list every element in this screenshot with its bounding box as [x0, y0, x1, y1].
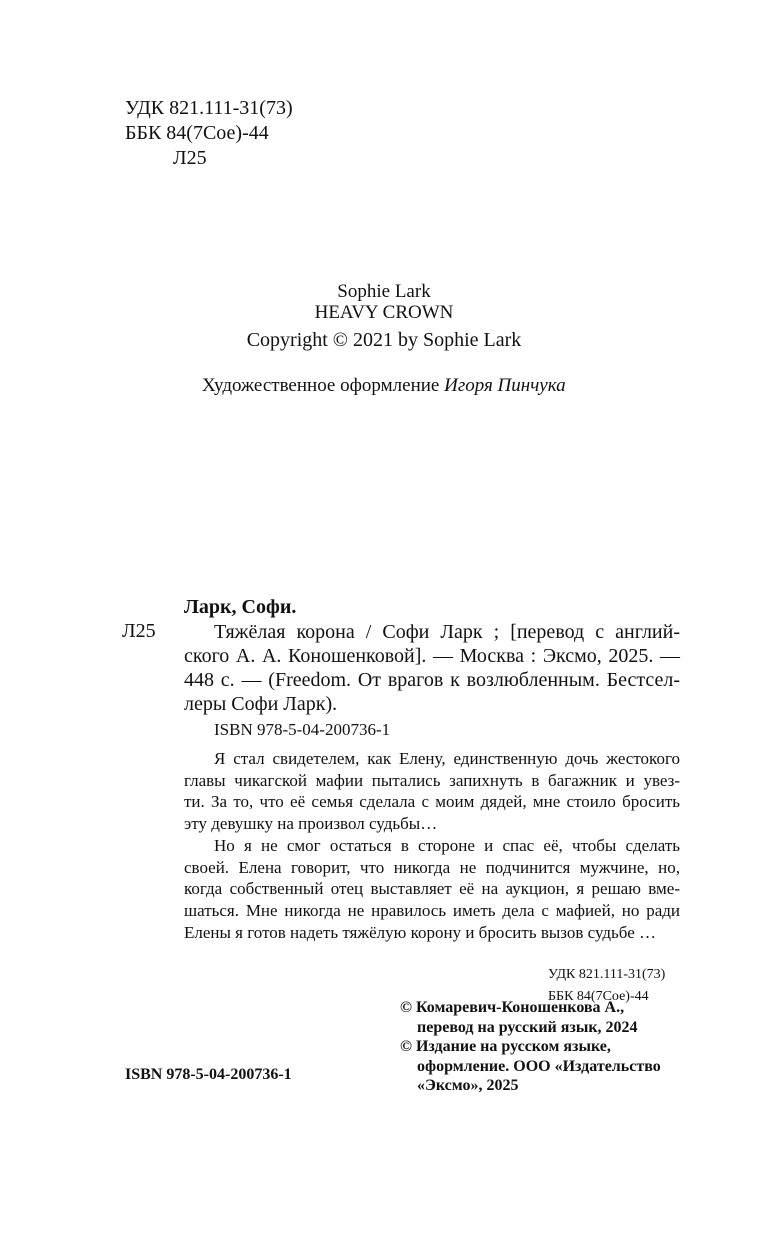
design-credit-label: Художественное оформление	[202, 375, 445, 396]
publisher-copyright-cont: «Эксмо», 2025	[417, 1077, 519, 1095]
copyright-notices	[400, 998, 661, 1096]
catalog-author-heading: Ларк, Софи.	[184, 596, 297, 618]
catalog-line: 448 с. — (Freedom. От врагов к возлюбленным. Бестсел-	[184, 669, 680, 691]
catalog-line: леры Софи Ларк).	[184, 693, 338, 715]
annotation-line: ти. За то, что её семья сделала с моим дядей, мне стоило бросить	[184, 792, 680, 812]
annotation-line: Но я не смог остаться в стороне и спас её, чтобы сделать	[214, 835, 680, 855]
annotation-line: эту девушку на произвол судьбы…	[184, 814, 438, 834]
catalog-line: ского А. А. Коношенковой]. — Москва : Эксмо, 2025. —	[184, 645, 680, 667]
classification-block-top	[125, 96, 293, 171]
catalog-isbn: ISBN 978-5-04-200736-1	[214, 720, 391, 739]
isbn-bottom: ISBN 978-5-04-200736-1	[125, 1066, 292, 1083]
catalog-description	[184, 620, 680, 716]
translator-copyright-cont: перевод на русский язык, 2024	[417, 1018, 638, 1036]
original-title: HEAVY CROWN	[314, 302, 454, 323]
original-author: Sophie Lark	[337, 281, 431, 302]
design-credit	[202, 375, 566, 397]
udk-code-bottom: УДК 821.111-31(73)	[548, 967, 666, 982]
udk-code: УДК 821.111-31(73)	[125, 97, 293, 119]
annotation-line: своей. Елена говорит, что никогда не подчинится мужчине, но,	[184, 857, 680, 877]
author-sign: Л25	[173, 147, 207, 169]
annotation-line: шаться. Мне никогда не нравилось иметь дела с мафией, но ради	[184, 900, 680, 920]
annotation	[184, 748, 680, 943]
catalog-author-sign: Л25	[122, 620, 156, 642]
annotation-line: Я стал свидетелем, как Елену, единственную дочь жестокого	[214, 749, 680, 768]
bbk-code-bottom: ББК 84(7Сое)-44	[548, 989, 649, 1004]
design-credit-artist: Игоря Пинчука	[444, 375, 566, 396]
translator-copyright: © Комаревич-Коношенкова А.,	[400, 999, 625, 1016]
publisher-copyright: © Издание на русском языке,	[400, 1038, 611, 1056]
bbk-code: ББК 84(7Сое)-44	[125, 122, 269, 144]
original-copyright: Copyright © 2021 by Sophie Lark	[246, 329, 522, 351]
catalog-line: Тяжёлая корона / Софи Ларк ; [перевод с англий-	[214, 621, 680, 643]
annotation-line: Елены я готов надеть тяжёлую корону и бросить вызов судьбе …	[184, 922, 657, 942]
annotation-line: когда собственный отец выставляет её на аукцион, я решаю вме-	[184, 879, 680, 899]
annotation-line: главы чикагской мафии пытались запихнуть в багажник и увез-	[184, 770, 680, 790]
publisher-copyright-cont: оформление. ООО «Издательство	[417, 1057, 661, 1075]
